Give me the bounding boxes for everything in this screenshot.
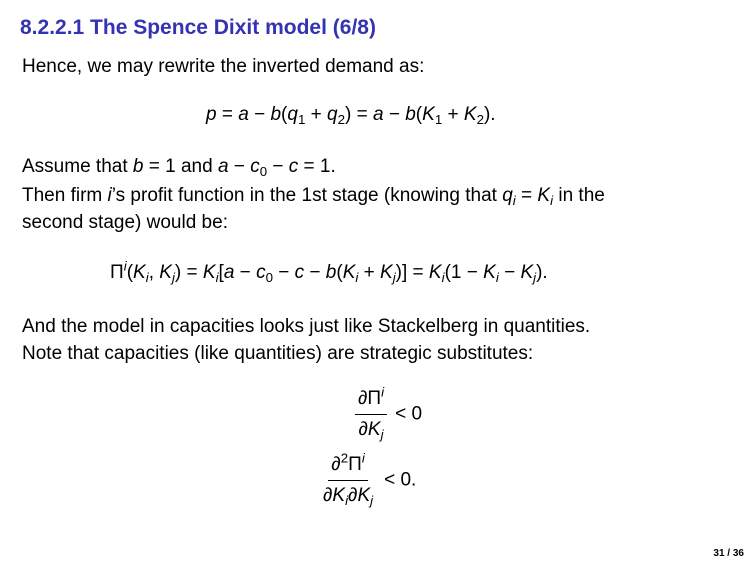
profit-intro-text-cont: second stage) would be: bbox=[22, 212, 228, 233]
profit-function-equation: $\Pi^i(K_i$, $K_j) = K_i[a - c_0 - c - b(K_i + K_j)] = K_i(1 - K_i - K_j)$. bbox=[110, 258, 548, 285]
profit-intro-text: Then firm i’s profit function in the 1st stage (knowing that $q_i = K_i$ in the bbox=[22, 185, 605, 208]
first-derivative-inequality: $\frac{\partial\Pi^i}{\partial K_j}$ < 0 bbox=[355, 388, 422, 441]
slide-title: 8.2.2.1 The Spence Dixit model (6/8) bbox=[20, 16, 376, 39]
second-derivative-inequality: $\frac{\partial^2\Pi^i}{\partial K_i\partial K_j}$ < 0. bbox=[323, 450, 417, 508]
substitutes-text: Note that capacities (like quantities) are strategic substitutes: bbox=[22, 343, 534, 364]
inverted-demand-equation: $p = a - b(q_1 + q_2) = a - b(K_1 + K_2)$. bbox=[206, 104, 496, 127]
assumption-text: Assume that b = 1 and $a - c_0 - c = 1$. bbox=[22, 156, 336, 179]
intro-text: Hence, we may rewrite the inverted demand as: bbox=[22, 56, 425, 77]
stackelberg-text: And the model in capacities looks just like Stackelberg in quantities. bbox=[22, 316, 591, 337]
page-number: 31 / 36 bbox=[713, 548, 744, 559]
